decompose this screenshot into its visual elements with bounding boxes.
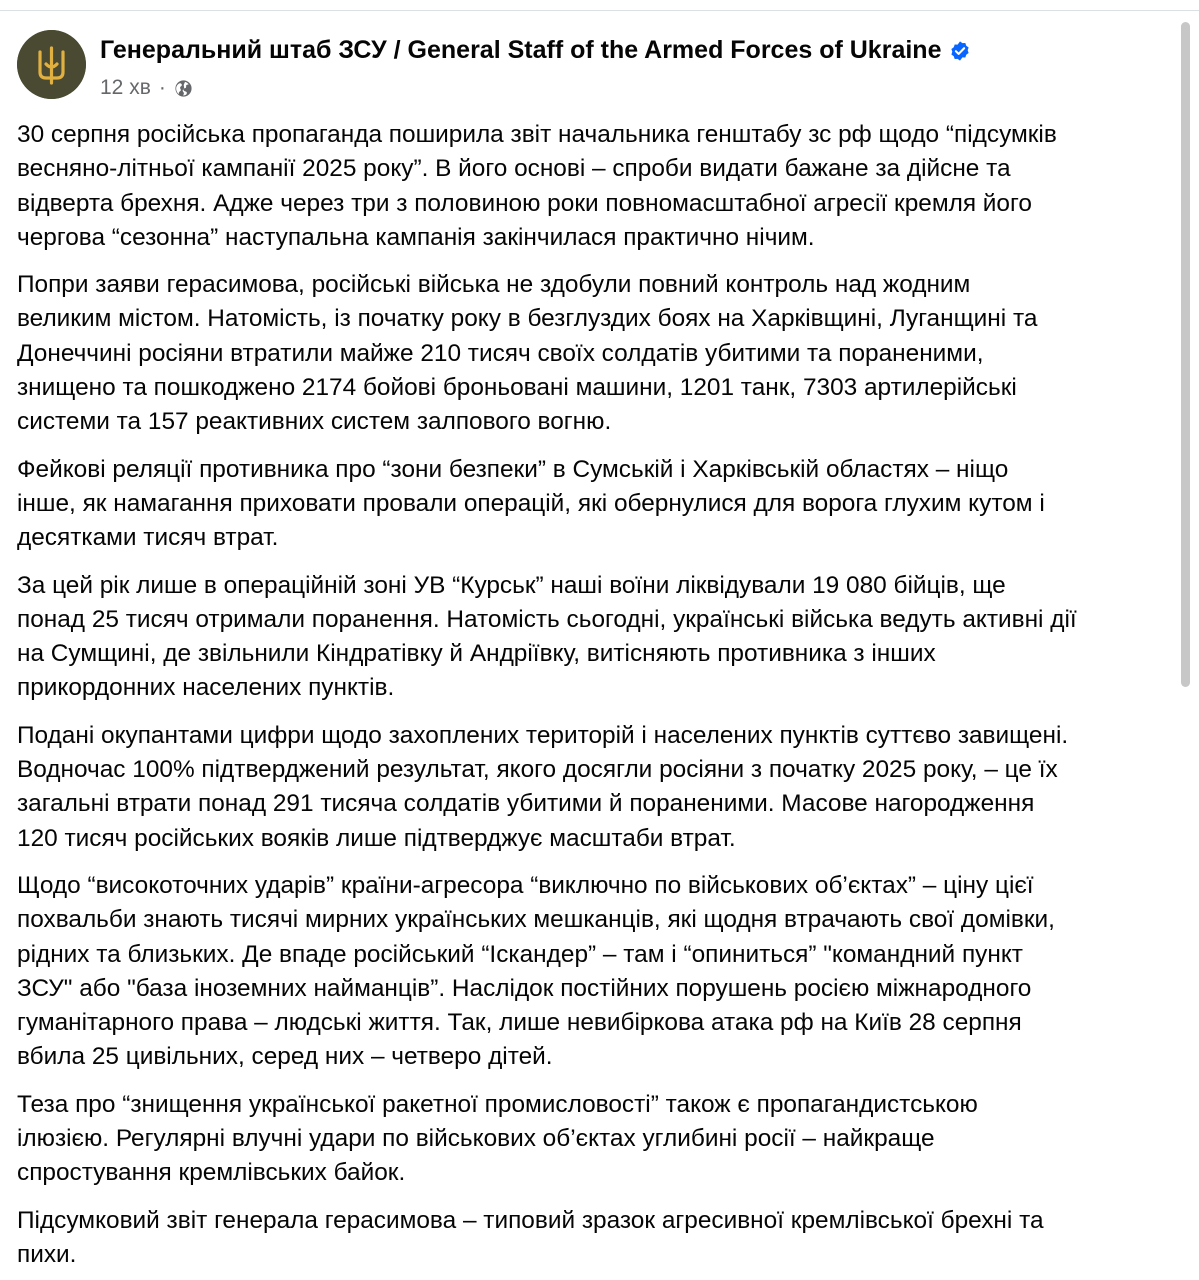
- verified-badge-icon: [949, 40, 971, 62]
- author-name[interactable]: [100, 36, 971, 65]
- post-header: [17, 30, 1167, 110]
- post-paragraph: 30 серпня російська пропаганда поширила звіт начальника генштабу зс рф щодо “підсумків весняно-літньої кампанії 2025 року”. В його основі – спроби видати бажане за дійсне та відверта брехня. Адже через три з половиною роки повномасштабної агресії кремля його чергова “сезонна” наступальна кампанія закінчилася практично нічим.: [17, 121, 1057, 251]
- post-paragraph: Підсумковий звіт генерала герасимова – типовий зразок агресивної кремлівської брехні та пихи.: [17, 1206, 1044, 1268]
- post-paragraph: Попри заяви герасимова, російські війська не здобули повний контроль над жодним великим містом. Натомість, із початку року в безглуздих боях на Харківщині, Луганщині та Донеччині росіяни втратили майже 210 тисяч своїх солдатів убитими та пораненими, знищено та пошкоджено 2174 бойові броньовані машини, 1201 танк, 7303 артилерійські системи та 157 реактивних систем залпового вогню.: [17, 271, 1038, 436]
- post-meta: [100, 76, 193, 100]
- post-time[interactable]: 12 хв: [100, 76, 151, 99]
- globe-icon[interactable]: [174, 79, 193, 98]
- top-divider: [0, 10, 1199, 11]
- meta-separator: ·: [158, 76, 166, 99]
- post-paragraph: Теза про “знищення української ракетної промисловості” також є пропагандистською ілюзією. Регулярні влучні удари по військових об’єктах углибині росії – найкраще спростування кремлівських байок.: [17, 1090, 978, 1187]
- author-name-text[interactable]: Генеральний штаб ЗСУ / General Staff of the Armed Forces of Ukraine: [100, 36, 942, 64]
- post-paragraph: Щодо “високоточних ударів” країни-агресора “виключно по військових об’єктах” – ціну цієї похвальби знають тисячі мирних українських мешканців, які щодня втрачають свої домівки, рідних та близьких. Де впаде російський “Іскандер” – там і “опиниться” "командний пункт ЗСУ" або "база іноземних найманців”. Наслідок постійних порушень росією міжнародного гуманітарного права – людські життя. Так, лише невибіркова атака рф на Київ 28 серпня вбила 25 цивільних, серед них – четверо дітей.: [17, 871, 1055, 1071]
- post-paragraph: Фейкові реляції противника про “зони безпеки” в Сумській і Харківській областях – ніщо інше, як намагання приховати провали операцій, які обернулися для ворога глухим кутом і десятками тисяч втрат.: [17, 455, 1045, 552]
- post-text: [17, 118, 1182, 1280]
- post-paragraph: За цей рік лише в операційній зоні УВ “Курськ” наші воїни ліквідували 19 080 бійців, ще понад 25 тисяч отримали поранення. Натомість сьогодні, українські війська ведуть активні дії на Сумщині, де звільнили Кіндратівку й Андріївку, витісняють противника з інших прикордонних населених пунктів.: [17, 571, 1077, 702]
- post-paragraph: Подані окупантами цифри щодо захоплених територій і населених пунктів суттєво завищені. Водночас 100% підтверджений результат, якого досягли росіяни з початку 2025 року, – це їх загальні втрати понад 291 тисяча солдатів убитими й пораненими. Масове нагородження 120 тисяч російських вояків лише підтверджує масштаби втрат.: [17, 721, 1069, 852]
- avatar[interactable]: [17, 30, 86, 99]
- scrollbar-thumb[interactable]: [1181, 22, 1190, 687]
- trident-emblem-icon: [17, 30, 86, 99]
